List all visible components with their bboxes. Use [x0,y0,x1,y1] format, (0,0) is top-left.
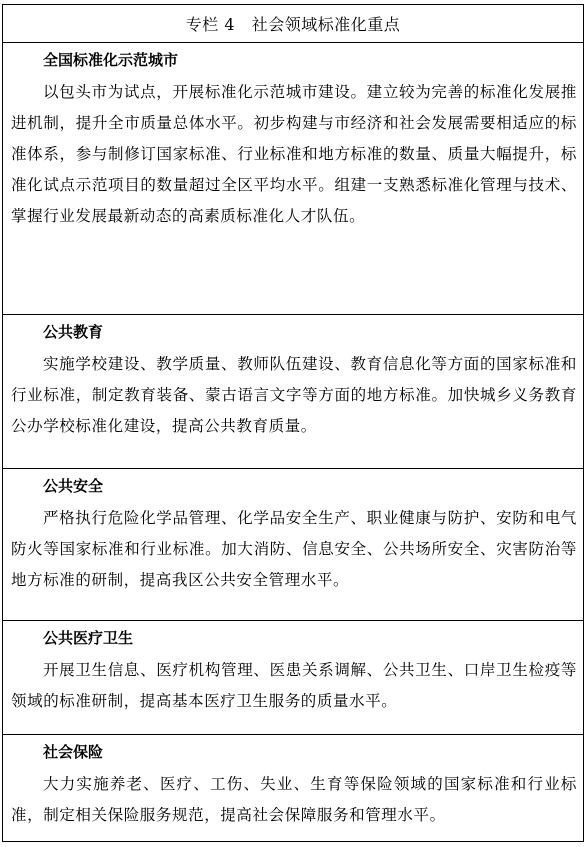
section-body: 以包头市为试点，开展标准化示范城市建设。建立较为完善的标准化发展推进机制，提升全市质量总体水平。初步构建与市经济和社会发展需要相适应的标准体系，参与制修订国家标准、行业标准和地方标准的数量、质量大幅提升，标准化试点示范项目的数量超过全区平均水平。组建一支熟悉标准化管理与技术、掌握行业发展最新动态的高素质标准化人才队伍。 [11,83,577,225]
section-heading: 社会保险 [43,743,104,761]
section-standardization-demo-city [3,43,583,315]
section-body: 开展卫生信息、医疗机构管理、医患关系调解、公共卫生、口岸卫生检疫等领域的标准研制，提高基本医疗卫生服务的质量水平。 [11,661,577,710]
section-heading: 公共医疗卫生 [43,629,134,647]
section-body: 严格执行危险化学品管理、化学品安全生产、职业健康与防护、安防和电气防火等国家标准和行业标准。加大消防、信息安全、公共场所安全、灾害防治等地方标准的研制，提高我区公共安全管理水平。 [11,509,577,589]
section-heading: 全国标准化示范城市 [43,51,179,69]
section-public-health [3,621,583,735]
section-social-insurance [3,735,583,843]
box-title: 专栏 4 社会领域标准化重点 [185,15,401,34]
section-heading: 公共教育 [43,323,104,341]
section-heading: 公共安全 [43,477,104,495]
section-body: 大力实施养老、医疗、工伤、失业、生育等保险领域的国家标准和行业标准，制定相关保险服务规范，提高社会保障服务和管理水平。 [11,775,577,824]
section-public-education [3,315,583,469]
box-title-row [3,5,583,43]
section-public-safety [3,469,583,621]
column-box [2,4,584,842]
section-body: 实施学校建设、教学质量、教师队伍建设、教育信息化等方面的国家标准和行业标准，制定教育装备、蒙古语言文字等方面的地方标准。加快城乡义务教育公办学校标准化建设，提高公共教育质量。 [11,355,577,435]
